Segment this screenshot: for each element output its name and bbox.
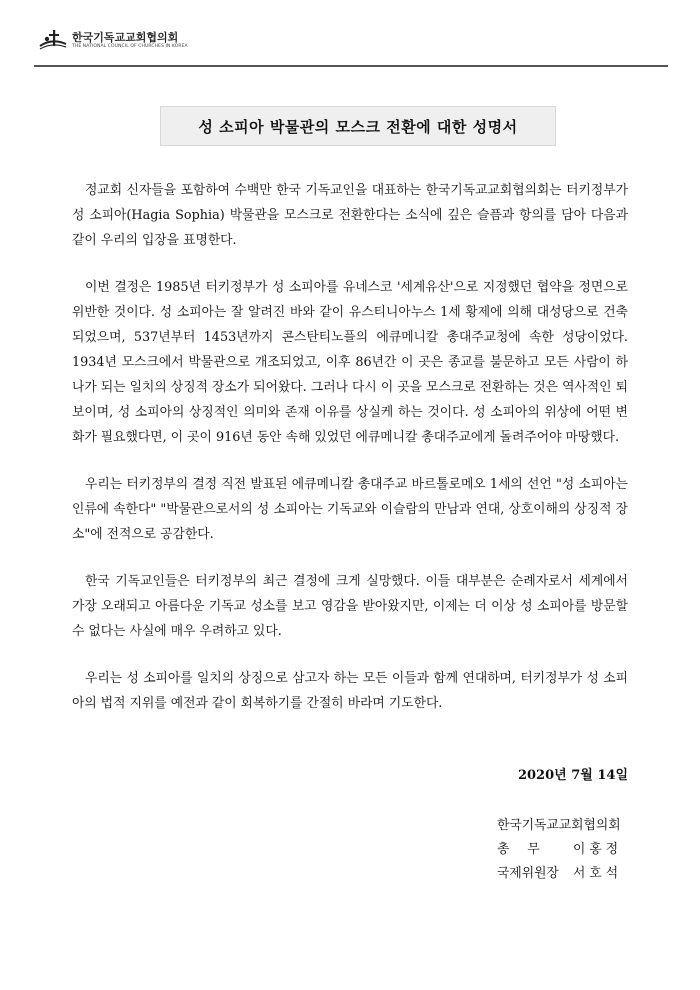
org-subtitle: THE NATIONAL COUNCIL OF CHURCHES IN KOREA [72, 43, 188, 49]
paragraph: 우리는 터키정부의 결정 직전 발표된 에큐메니칼 총대주교 바르톨로메오 1세의 선언 "성 소피아는 인류에 속한다" "박물관으로서의 성 소피아는 기독교와 이슬람의 만남과 연대, 상호이해의 상징적 장소"에 전적으로 공감한다. [72, 477, 628, 542]
org-name: 한국기독교교회협의회 [72, 30, 179, 44]
signer-role: 국제위원장 [497, 866, 559, 881]
signature-org: 한국기독교교회협의회 [497, 818, 621, 833]
statement-body [72, 178, 628, 738]
signer-name: 이홍정 [573, 842, 623, 857]
signer-name: 서호석 [573, 866, 623, 881]
header-logo [38, 28, 188, 52]
statement-date: 2020년 7월 14일 [517, 768, 628, 783]
statement-title: 성 소피아 박물관의 모스크 전환에 대한 성명서 [160, 106, 556, 146]
paragraph: 한국 기독교인들은 터키정부의 최근 결정에 크게 실망했다. 이들 대부분은 순례자로서 세계에서 가장 오래되고 아름다운 기독교 성소를 보고 영감을 받아왔지만, 이제는 더 이상 성 소피아를 방문할 수 없다는 사실에 매우 우려하고 있다. [72, 574, 628, 639]
signer-row [497, 862, 637, 881]
signer-row [497, 838, 637, 857]
paragraph: 우리는 성 소피아를 일치의 상징으로 삼고자 하는 모든 이들과 함께 연대하며, 터키정부가 성 소피아의 법적 지위를 예전과 같이 회복하기를 간절히 바라며 기도한다. [72, 671, 628, 711]
signer-role: 총무 [497, 842, 558, 857]
ncck-cross-logo-icon [38, 28, 68, 52]
paragraph: 정교회 신자들을 포함하여 수백만 한국 기독교인을 대표하는 한국기독교교회협의회는 터키정부가 성 소피아(Hagia Sophia) 박물관을 모스크로 전환한다는 소식에 깊은 슬픔과 항의를 담아 다음과 같이 우리의 입장을 표명한다. [72, 183, 628, 248]
header-divider [34, 65, 668, 67]
paragraph: 이번 결정은 1985년 터키정부가 성 소피아를 유네스코 '세계유산'으로 지정했던 협약을 정면으로 위반한 것이다. 성 소피아는 잘 알려진 바와 같이 유스티니아누스 1세 황제에 의해 대성당으로 건축되었으며, 537년부터 1453년까지 콘스탄티노플의 에큐메니칼 총대주교청에 속한 성당이었다. 1934년 모스크에서 박물관으로 개조되었고, 이후 86년간 이 곳은 종교를 불문하고 모든 사람이 하나가 되는 일치의 상징적 장소가 되어왔다. 그러나 다시 이 곳을 모스크로 전환하는 것은 역사적인 퇴보이며, 성 소피아의 상징적인 의미와 존재 이유를 상실케 하는 것이다. 성 소피아의 위상에 어떤 변화가 필요했다면, 이 곳이 916년 동안 속해 있었던 에큐메니칼 총대주교에게 돌려주어야 마땅했다. [72, 280, 628, 445]
